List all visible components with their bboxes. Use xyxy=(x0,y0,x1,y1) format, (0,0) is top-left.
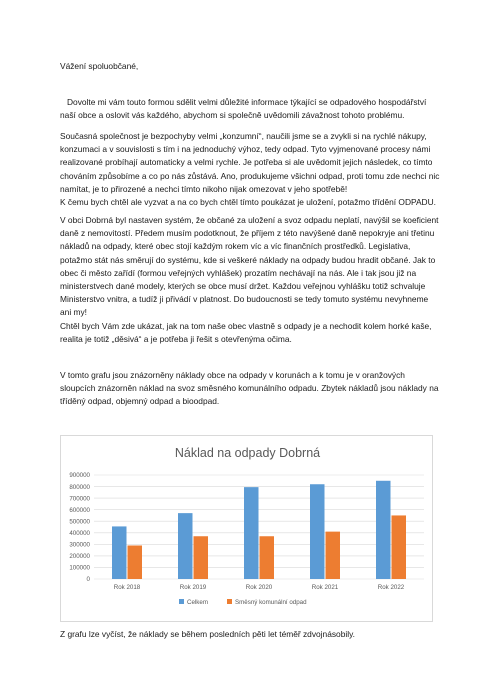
x-tick-label: Rok 2018 xyxy=(113,584,141,591)
legend-swatch xyxy=(227,599,232,604)
y-tick-label: 600000 xyxy=(69,506,90,514)
greeting: Vážení spoluobčané, xyxy=(60,61,139,71)
paragraph-consumption: Současná společnost je bezpochyby velmi „konzumní“, naučili jsme se a zvykli si na rychlé nákupy, konzumaci a v souvislosti s tím i na jednoduchý výhoz, tedy odpad. Tyto vyjmenované procesy námi realizované probíhají automaticky a velmi rychle. Je potřeba si ale uvědomit jejich následek, co tímto chováním způsobíme a co po nás zůstává. Ano, produkujeme všichni odpad, proti tomu zde nechci nic namítat, je to přirozené a nechci tímto nikoho nijak omezovat v jeho spotřebě! xyxy=(60,131,440,194)
y-tick-label: 800000 xyxy=(69,483,90,491)
y-tick-label: 100000 xyxy=(69,564,90,572)
y-axis-ticks xyxy=(69,472,90,583)
paragraph-call: K čemu bych chtěl ale vyzvat a na co bych chtěl tímto poukázat je uložení, potažmo třídění ODPADU. xyxy=(60,197,436,207)
bar-celkem xyxy=(178,513,193,579)
bar-celkem xyxy=(244,487,259,579)
y-tick-label: 500000 xyxy=(69,518,90,526)
chart-title: Náklad na odpady Dobrná xyxy=(174,446,321,460)
chart-legend xyxy=(179,599,307,606)
y-tick-label: 0 xyxy=(86,576,90,584)
bar-smesny-odpad xyxy=(128,545,143,579)
paragraph-chart-intro: V tomto grafu jsou znázorněny náklady obce na odpady v korunách a k tomu je v oranžových sloupcích znázorněn náklad na svoz směsného komunálního odpadu. Zbytek nákladů jsou náklady na tříděný odpad, objemný odpad a bioodpad. xyxy=(60,370,439,407)
legend-label: Celkem xyxy=(187,599,208,606)
paragraph-conclusion: Z grafu lze vyčíst, že náklady se během posledních pěti let téměř zdvojnásobily. xyxy=(60,629,355,639)
chart-bars xyxy=(112,481,406,579)
x-axis-ticks xyxy=(114,584,405,591)
bar-celkem xyxy=(310,484,325,579)
y-tick-label: 900000 xyxy=(69,472,90,480)
paragraph-system: V obci Dobrná byl nastaven systém, že občané za uložení a svoz odpadu neplatí, navýšil se koeficient daně z nemovitostí. Předem musím podotknout, že příjem z této navýšené daně nepokryje ani třetinu nákladů na odpady, které obec stojí každým rokem víc a víc finančních prostředků. Legislativa, potažmo stát nás směrují do systému, kde si veškeré náklady na odpady budou hradit občané. Jak to obec či město zařídí (formou veřejných vyhlášek) prozatím nechávají na nás. Ale i tak jsou již na ministerstvech dané modely, kterých se obce musí držet. Každou veřejnou vyhlášku totiž schvaluje Ministerstvo vnitra, a tudíž ji přivádí v platnost. Do budoucnosti se tedy tomuto systému nevyhneme ani my! xyxy=(60,215,439,318)
bar-smesny-odpad xyxy=(326,532,341,579)
y-tick-label: 300000 xyxy=(69,541,90,549)
x-tick-label: Rok 2020 xyxy=(245,584,273,591)
paragraph-intro: Dovolte mi vám touto formou sdělit velmi důležité informace týkající se odpadového hospodářství naší obce a oslovit vás každého, abychom si společně uvědomili závažnost tohoto problému. xyxy=(60,97,429,121)
legend-label: Směsný komunální odpad xyxy=(235,599,307,606)
bar-celkem xyxy=(112,526,127,579)
bar-celkem xyxy=(376,481,391,579)
x-tick-label: Rok 2019 xyxy=(179,584,207,591)
x-tick-label: Rok 2022 xyxy=(377,584,405,591)
chart-svg xyxy=(61,436,434,623)
bar-smesny-odpad xyxy=(392,515,407,579)
waste-cost-chart xyxy=(60,435,433,622)
y-tick-label: 700000 xyxy=(69,495,90,503)
bar-smesny-odpad xyxy=(260,536,275,579)
bar-smesny-odpad xyxy=(194,536,209,579)
chart-gridlines xyxy=(94,475,424,579)
y-tick-label: 400000 xyxy=(69,529,90,537)
x-tick-label: Rok 2021 xyxy=(311,584,339,591)
legend-swatch xyxy=(179,599,184,604)
y-tick-label: 200000 xyxy=(69,553,90,561)
paragraph-reality: Chtěl bych Vám zde ukázat, jak na tom naše obec vlastně s odpady je a nechodit kolem horké kaše, realita je totiž „děsivá“ a je potřeba ji řešit s otevřenýma očima. xyxy=(60,321,432,345)
